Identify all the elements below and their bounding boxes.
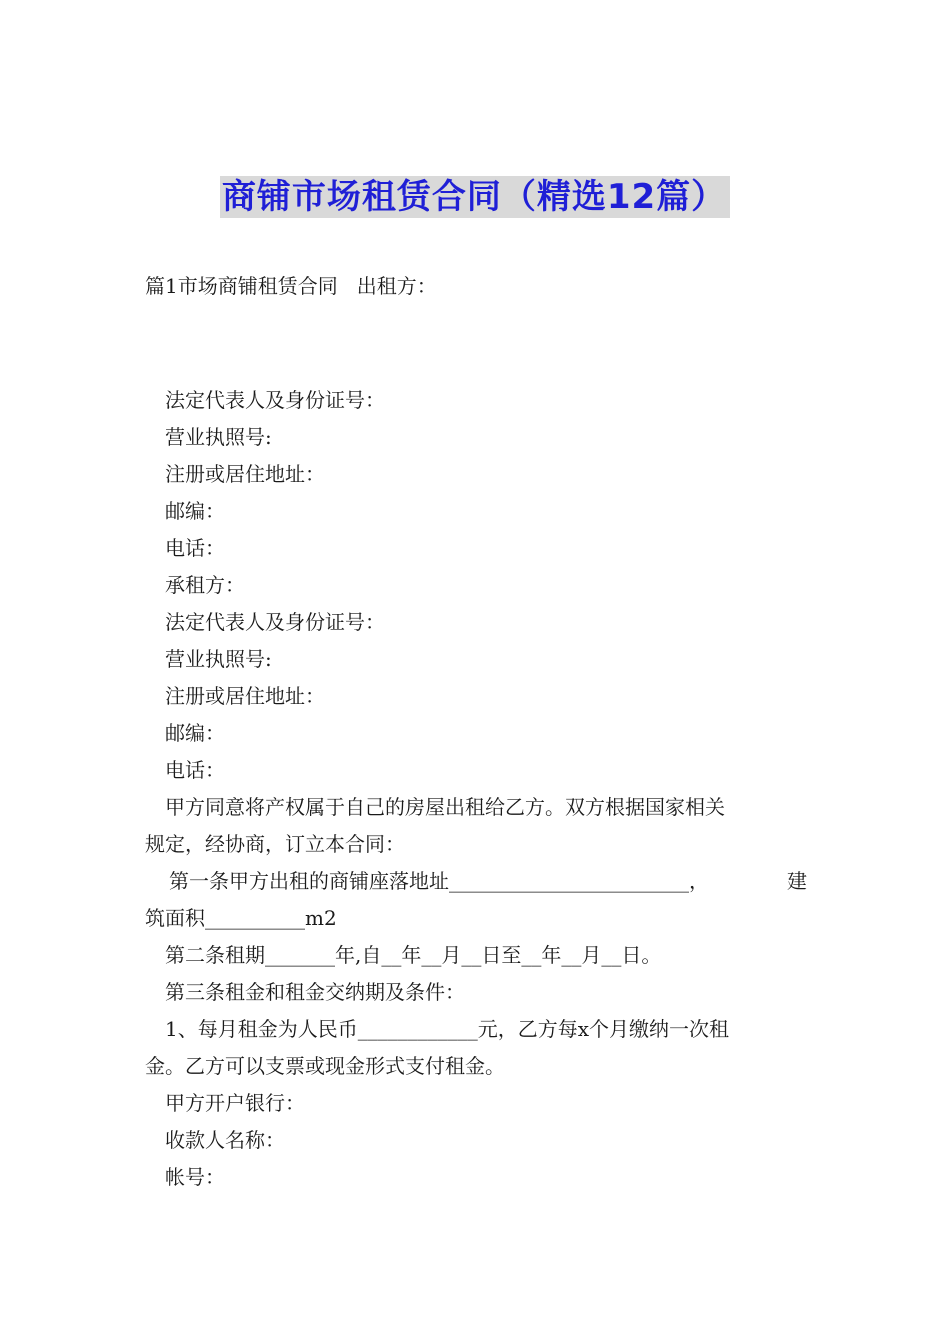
account-line: 帐号： [165,1165,225,1189]
lessee-postcode-line: 邮编： [165,721,225,745]
lessee-license-line: 营业执照号: [165,647,272,671]
article-3-line: 第三条租金和租金交纳期及条件： [165,980,465,1004]
lessee-line: 承租方： [165,573,245,597]
rent-clause-line-1: 1、每月租金为人民币____________元，乙方每x个月缴纳一次租 [165,1017,730,1041]
article-1-text-end: 建 [787,869,807,893]
bank-line: 甲方开户银行： [165,1091,305,1115]
article-1-text: 第一条甲方出租的商铺座落地址________________________， [169,869,709,893]
article-2-line: 第二条租期_______年,自__年__月__日至__年__月__日。 [165,943,662,967]
lessee-address-line: 注册或居住地址： [165,684,325,708]
lessor-postcode-line: 邮编： [165,499,225,523]
rent-clause-line-2: 金。乙方可以支票或现金形式支付租金。 [145,1054,505,1078]
lessee-phone-line: 电话： [165,758,225,782]
contract-body [145,382,807,1196]
lessor-legal-rep-line: 法定代表人及身份证号： [165,388,385,412]
article-1-line-1 [145,863,807,900]
document-title: 商铺市场租赁合同（精选12篇） [220,176,730,218]
lessor-license-line: 营业执照号: [165,425,272,449]
payee-line: 收款人名称： [165,1128,285,1152]
lessor-address-line: 注册或居住地址： [165,462,325,486]
lessee-legal-rep-line: 法定代表人及身份证号： [165,610,385,634]
agreement-paragraph-line-1: 甲方同意将产权属于自己的房屋出租给乙方。双方根据国家相关 [165,795,725,819]
title-container [0,176,950,218]
document-subtitle: 篇1市场商铺租赁合同 出租方： [145,274,437,298]
agreement-paragraph-line-2: 规定，经协商，订立本合同： [145,832,405,856]
article-1-line-2: 筑面积__________m2 [145,906,337,930]
lessor-phone-line: 电话： [165,536,225,560]
